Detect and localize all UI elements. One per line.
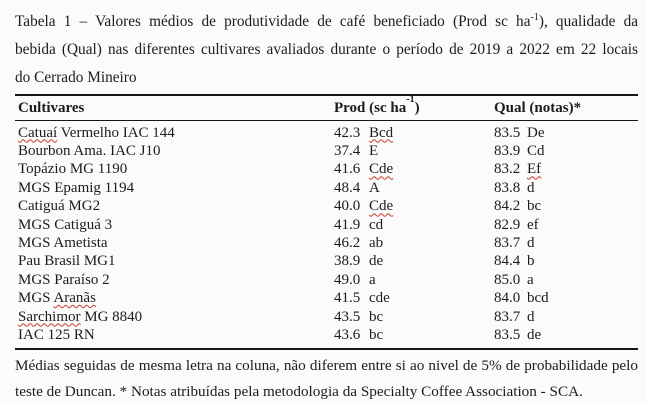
table-row: [15, 142, 638, 160]
header-prod: [334, 94, 494, 117]
qual-cell: [494, 143, 638, 160]
cultivar-cell: [15, 125, 334, 142]
qual-value: 83.7: [494, 308, 521, 325]
table-body: [15, 121, 638, 348]
prod-value: 43.6: [334, 326, 361, 343]
prod-value: 43.5: [334, 308, 361, 325]
prod-cell: [334, 161, 494, 178]
qual-value: 84.0: [494, 290, 521, 307]
table-row: [15, 326, 638, 344]
cultivar-name: MGS Paraíso 2: [18, 271, 110, 288]
qual-value: 83.2: [494, 161, 521, 178]
qual-cell: [494, 253, 638, 270]
qual-letters: d: [527, 235, 535, 252]
qual-cell: [494, 161, 638, 178]
table-header-row: [15, 96, 638, 121]
table-row: [15, 216, 638, 234]
qual-value: 84.4: [494, 253, 521, 270]
header-qual: Qual (notas)*: [494, 100, 582, 116]
cultivar-cell: [15, 198, 334, 215]
cultivar-cell: [15, 143, 334, 160]
data-table: [15, 94, 638, 350]
prod-cell: [334, 180, 494, 197]
superscript-minus-one: -1: [530, 11, 539, 23]
prod-letters: bc: [369, 326, 384, 343]
prod-letters: E: [369, 143, 379, 160]
qual-value: 83.5: [494, 124, 521, 141]
cultivar-name: Bourbon Ama. IAC J10: [18, 143, 161, 160]
prod-cell: [334, 235, 494, 252]
qual-letters: a: [527, 271, 534, 288]
qual-letters: bcd: [527, 290, 549, 307]
cultivar-name-flagged: Aranãs: [53, 290, 96, 307]
prod-cell: [334, 290, 494, 307]
cultivar-cell: [15, 253, 334, 270]
cultivar-name-flagged: Sarchimor: [18, 308, 81, 325]
qual-letters: Cd: [527, 143, 545, 160]
qual-cell: [494, 125, 638, 142]
prod-value: 41.6: [334, 161, 361, 178]
caption-text: ), qualidade da: [538, 13, 639, 30]
prod-value: 38.9: [334, 253, 361, 270]
cultivar-name: Pau Brasil MG1: [18, 253, 116, 270]
cultivar-cell: [15, 217, 334, 234]
header-prod-text: ): [414, 100, 420, 116]
prod-value: 41.9: [334, 216, 361, 233]
cultivar-cell: [15, 309, 334, 326]
prod-letters: a: [369, 271, 376, 288]
qual-letters: de: [527, 326, 542, 343]
superscript-minus-one: -1: [406, 94, 415, 105]
prod-value: 42.3: [334, 124, 361, 141]
prod-letters: de: [369, 253, 384, 270]
qual-value: 85.0: [494, 271, 521, 288]
cultivar-name: IAC 125 RN: [18, 326, 95, 343]
prod-letters: cd: [369, 216, 384, 233]
cultivar-name: MGS: [18, 290, 54, 307]
prod-value: 40.0: [334, 198, 361, 215]
qual-cell: [494, 309, 638, 326]
prod-cell: [334, 198, 494, 215]
footnote-line-2: teste de Duncan. * Notas atribuídas pela metodologia da Specialty Coffee Association - SCA.: [15, 382, 583, 400]
prod-letters: cde: [369, 290, 390, 307]
prod-letters: Bcd: [369, 124, 394, 141]
qual-cell: [494, 235, 638, 252]
table-row: [15, 124, 638, 142]
qual-value: 83.7: [494, 235, 521, 252]
prod-letters: Cde: [369, 161, 394, 178]
cultivar-name: Catiguá MG2: [18, 198, 101, 215]
qual-letters: Ef: [527, 161, 542, 178]
cultivar-cell: [15, 272, 334, 289]
prod-value: 37.4: [334, 143, 361, 160]
table-row: [15, 290, 638, 308]
table-row: [15, 161, 638, 179]
cultivar-cell: [15, 161, 334, 178]
qual-value: 84.2: [494, 198, 521, 215]
cultivar-name: Vermelho IAC 144: [57, 124, 175, 141]
cultivar-name-flagged: Catuaí: [18, 124, 58, 141]
prod-cell: [334, 143, 494, 160]
qual-value: 83.9: [494, 143, 521, 160]
qual-letters: ef: [527, 216, 539, 233]
cultivar-cell: [15, 235, 334, 252]
prod-value: 46.2: [334, 235, 361, 252]
table-footnote: [15, 353, 638, 403]
prod-letters: Cde: [369, 198, 394, 215]
prod-cell: [334, 217, 494, 234]
prod-value: 49.0: [334, 271, 361, 288]
caption-text: Tabela 1 – Valores médios de produtividade de café beneficiado (Prod sc ha: [15, 13, 531, 30]
cultivar-name: MGS Ametista: [18, 235, 108, 252]
table-row: [15, 234, 638, 252]
prod-cell: [334, 309, 494, 326]
caption-line-3: do Cerrado Mineiro: [15, 69, 137, 86]
qual-letters: d: [527, 179, 535, 196]
prod-cell: [334, 327, 494, 344]
table-row: [15, 271, 638, 289]
cultivar-name: Topázio MG 1190: [18, 161, 128, 178]
qual-value: 83.5: [494, 326, 521, 343]
cultivar-name: MGS Catiguá 3: [18, 216, 113, 233]
header-prod-text: Prod (sc ha: [334, 100, 407, 116]
qual-cell: [494, 198, 638, 215]
prod-letters: A: [369, 179, 380, 196]
cultivar-cell: [15, 180, 334, 197]
table-row: [15, 198, 638, 216]
table-row: [15, 253, 638, 271]
prod-letters: ab: [369, 235, 384, 252]
qual-letters: bc: [527, 198, 542, 215]
cultivar-cell: [15, 290, 334, 307]
qual-cell: [494, 180, 638, 197]
qual-cell: [494, 272, 638, 289]
caption-line-1: [15, 8, 638, 36]
qual-letters: b: [527, 253, 535, 270]
footnote-line-1: Médias seguidas de mesma letra na coluna, não diferem entre si ao nivel de 5% de probabilidade pelo: [15, 356, 638, 374]
qual-cell: [494, 217, 638, 234]
qual-value: 83.8: [494, 179, 521, 196]
prod-cell: [334, 253, 494, 270]
qual-letters: d: [527, 308, 535, 325]
prod-value: 48.4: [334, 179, 361, 196]
cultivar-cell: [15, 327, 334, 344]
table-row: [15, 308, 638, 326]
qual-letters: De: [527, 124, 545, 141]
prod-letters: bc: [369, 308, 384, 325]
qual-cell: [494, 327, 638, 344]
qual-cell: [494, 290, 638, 307]
qual-value: 82.9: [494, 216, 521, 233]
cultivar-name: MGS Epamig 1194: [18, 179, 135, 196]
prod-cell: [334, 272, 494, 289]
caption-line-2: bebida (Qual) nas diferentes cultivares avaliados durante o período de 2019 a 2022 em 22 locais: [15, 41, 638, 58]
prod-value: 41.5: [334, 290, 361, 307]
table-caption: [15, 8, 638, 92]
prod-cell: [334, 125, 494, 142]
header-cultivares: Cultivares: [18, 100, 85, 116]
table-row: [15, 179, 638, 197]
cultivar-name: MG 8840: [80, 308, 143, 325]
